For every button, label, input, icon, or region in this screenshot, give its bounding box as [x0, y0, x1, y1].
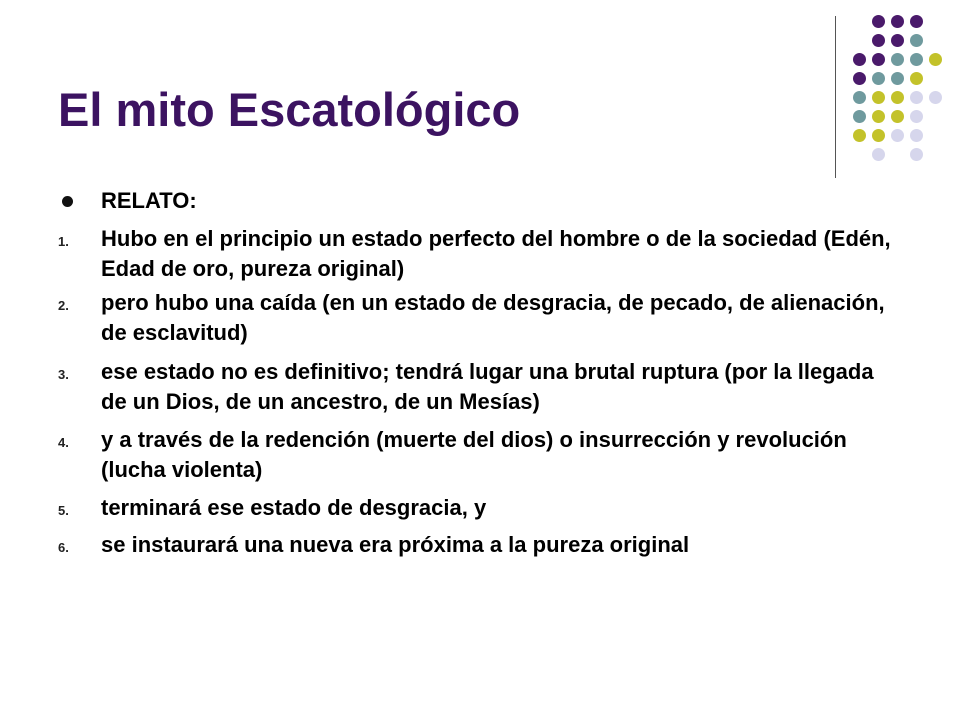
list-item-text: se instaurará una nueva era próxima a la pureza original — [101, 532, 690, 557]
list-item-text: pero hubo una caída (en un estado de desgracia, de pecado, de alienación, de esclavitud) — [101, 290, 885, 345]
list-item-text: ese estado no es definitivo; tendrá lugar una brutal ruptura (por la llegada de un Dios, de un ancestro, de un Mesías) — [101, 359, 874, 414]
heading-bullet-text: RELATO: — [101, 188, 197, 213]
list-item-text: terminará ese estado de desgracia, y — [101, 495, 487, 520]
bullet-dot-icon — [62, 196, 73, 207]
list-item-number: 1. — [58, 234, 69, 249]
list-item-number: 2. — [58, 298, 69, 313]
list-item-text: y a través de la redención (muerte del dios) o insurrección y revolución (lucha violenta) — [101, 427, 847, 482]
list-item-number: 6. — [58, 540, 69, 555]
list-item-number: 5. — [58, 503, 69, 518]
list-item-text: Hubo en el principio un estado perfecto del hombre o de la sociedad (Edén, Edad de oro, pureza original) — [101, 226, 891, 281]
slide-title: El mito Escatológico — [58, 83, 521, 136]
list-item-number: 3. — [58, 367, 69, 382]
list-item-number: 4. — [58, 435, 69, 450]
